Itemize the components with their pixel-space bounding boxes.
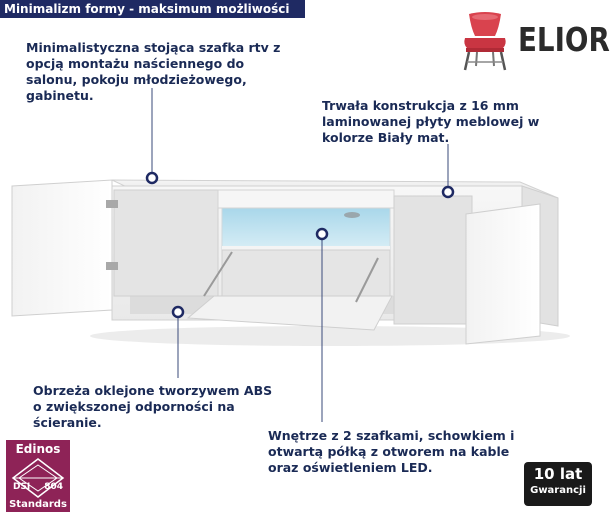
edinos-left-code: DSI [12, 482, 31, 492]
callout-top-left: Minimalistyczna stojąca szafka rtv z opcją montażu naściennego do salonu, pokoju młodzieżowego, gabinetu. [26, 40, 281, 103]
callout-bottom-left: Obrzeża oklejone tworzywem ABS o zwiększonej odporności na ścieranie. [33, 383, 273, 430]
diamond-icon [12, 458, 64, 498]
banner-title: Minimalizm formy - maksimum możliwości [0, 0, 305, 18]
warranty-label: Gwarancji [530, 485, 586, 496]
warranty-badge [524, 462, 592, 506]
edinos-badge [6, 440, 70, 512]
callout-top-right: Trwała konstrukcja z 16 mm laminowanej płyty meblowej w kolorze Biały mat. [322, 98, 540, 145]
warranty-years: 10 lat [533, 465, 583, 483]
callout-bottom-right: Wnętrze z 2 szafkami, schowkiem i otwartą półką z otworem na kable oraz oświetleniem LED. [268, 428, 515, 475]
edinos-subtitle: Standards [9, 499, 67, 510]
edinos-name: Edinos [15, 442, 61, 456]
edinos-right-code: 804 [44, 482, 64, 492]
brand-name: ELIOR [518, 20, 610, 59]
